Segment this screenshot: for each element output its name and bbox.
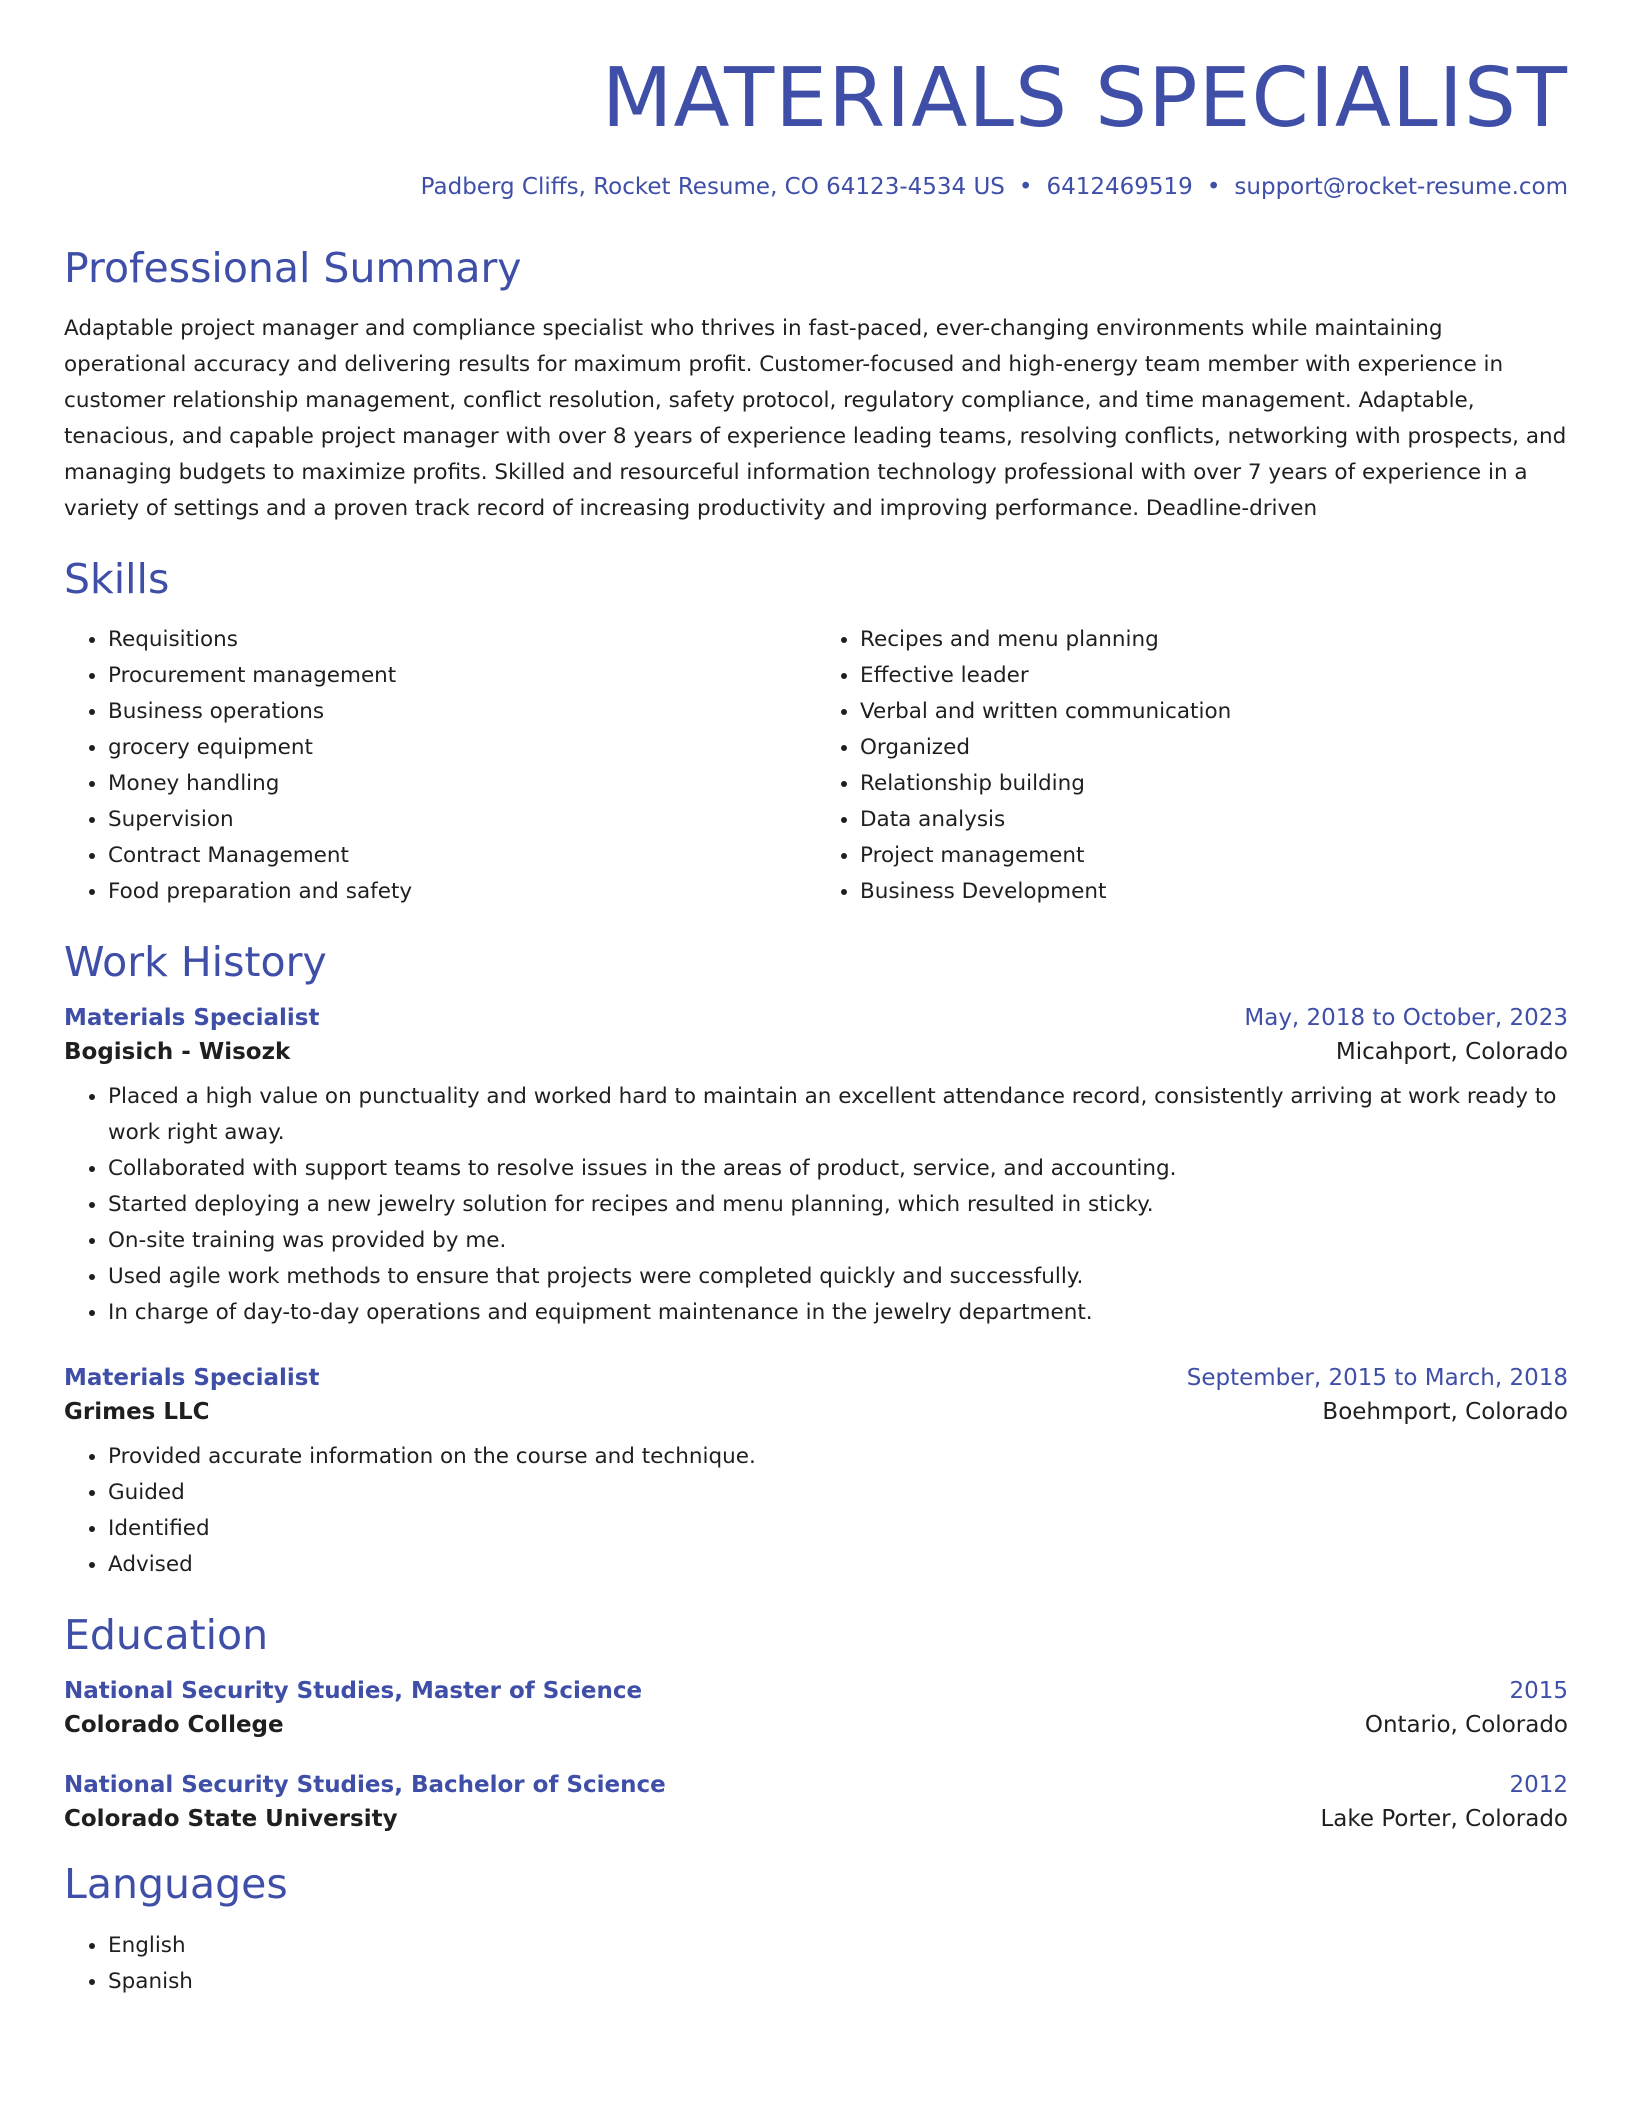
- job-bullets: [64, 1079, 1568, 1331]
- section-title-skills: Skills: [64, 554, 170, 603]
- job-bullet: • Guided: [108, 1475, 1568, 1511]
- education-subheader: [64, 1712, 1568, 1738]
- job-bullet: • Used agile work methods to ensure that projects were completed quickly and successfully.: [108, 1259, 1568, 1295]
- job-subheader: [64, 1399, 1568, 1425]
- job-entry: [64, 1365, 1568, 1583]
- skills-column-left: [64, 622, 816, 910]
- education-entry: [64, 1772, 1568, 1832]
- education-year: 2012: [1509, 1772, 1568, 1799]
- education-school: Colorado State University: [64, 1806, 398, 1833]
- job-bullet: • Placed a high value on punctuality and worked hard to maintain an excellent attendance record, consistently arriving at work ready to work right away.: [108, 1079, 1568, 1151]
- job-bullet: • On-site training was provided by me.: [108, 1223, 1568, 1259]
- job-title: Materials Specialist: [64, 1365, 320, 1392]
- job-bullet: • Identified: [108, 1511, 1568, 1547]
- contact-separator: •: [1018, 174, 1033, 200]
- contact-line: [64, 174, 1568, 202]
- job-bullets: [64, 1439, 1568, 1583]
- job-company: Grimes LLC: [64, 1399, 210, 1426]
- summary-text: Adaptable project manager and compliance specialist who thrives in fast-paced, ever-changing environments while maintaining operational accuracy and delivering results for maximum profit. Customer-focused and high-energy team member with experience in customer relationship management, conflict resolution, safety protocol, regulatory compliance, and time management. Adaptable, tenacious, and capable project manager with over 8 years of experience leading teams, resolving conflicts, networking with prospects, and managing budgets to maximize profits. Skilled and resourceful information technology professional with over 7 years of experience in a variety of settings and a proven track record of increasing productivity and improving performance. Deadline-driven: [64, 315, 1567, 521]
- contact-phone[interactable]: 6412469519: [1046, 174, 1193, 200]
- skill-item: • Relationship building: [860, 766, 1568, 802]
- language-item: • Spanish: [108, 1964, 1568, 2000]
- skill-item: • Project management: [860, 838, 1568, 874]
- skill-item: • Contract Management: [108, 838, 816, 874]
- skill-item: • Data analysis: [860, 802, 1568, 838]
- contact-email[interactable]: support@rocket-resume.com: [1234, 174, 1568, 200]
- job-bullet: • Started deploying a new jewelry solution for recipes and menu planning, which resulted in sticky.: [108, 1187, 1568, 1223]
- education-degree: National Security Studies, Bachelor of Science: [64, 1772, 666, 1799]
- skill-item: • Business operations: [108, 694, 816, 730]
- skill-item: • Recipes and menu planning: [860, 622, 1568, 658]
- skills-list: [64, 622, 1568, 910]
- education-entry: [64, 1678, 1568, 1738]
- job-header: [64, 1365, 1568, 1391]
- education-degree: National Security Studies, Master of Science: [64, 1678, 643, 1705]
- skill-item: • Food preparation and safety: [108, 874, 816, 910]
- skills-column-right: [816, 622, 1568, 910]
- job-location: Boehmport, Colorado: [1322, 1399, 1568, 1426]
- language-item: • English: [108, 1928, 1568, 1964]
- job-entry: [64, 1005, 1568, 1331]
- skill-item: • Money handling: [108, 766, 816, 802]
- job-bullet: • Collaborated with support teams to resolve issues in the areas of product, service, and accounting.: [108, 1151, 1568, 1187]
- skill-item: • grocery equipment: [108, 730, 816, 766]
- job-bullet: • Provided accurate information on the course and technique.: [108, 1439, 1568, 1475]
- section-title-languages: Languages: [64, 1860, 288, 1909]
- job-subheader: [64, 1039, 1568, 1065]
- section-title-work-history: Work History: [64, 937, 327, 986]
- skill-item: • Supervision: [108, 802, 816, 838]
- education-subheader: [64, 1806, 1568, 1832]
- job-dates: May, 2018 to October, 2023: [1244, 1005, 1568, 1032]
- resume-name: MATERIALS SPECIALIST: [601, 51, 1568, 146]
- contact-address: Padberg Cliffs, Rocket Resume, CO 64123-4534 US: [420, 174, 1005, 200]
- job-bullet: • In charge of day-to-day operations and equipment maintenance in the jewelry department.: [108, 1295, 1568, 1331]
- job-header: [64, 1005, 1568, 1031]
- education-header: [64, 1678, 1568, 1704]
- job-location: Micahport, Colorado: [1335, 1039, 1568, 1066]
- skill-item: • Business Development: [860, 874, 1568, 910]
- languages-list: [64, 1928, 1568, 2000]
- education-location: Lake Porter, Colorado: [1320, 1806, 1568, 1833]
- job-bullet: • Advised: [108, 1547, 1568, 1583]
- section-title-summary: Professional Summary: [64, 243, 522, 292]
- education-year: 2015: [1509, 1678, 1568, 1705]
- education-school: Colorado College: [64, 1712, 284, 1739]
- skill-item: • Organized: [860, 730, 1568, 766]
- skill-item: • Verbal and written communication: [860, 694, 1568, 730]
- section-title-education: Education: [64, 1611, 269, 1660]
- job-company: Bogisich - Wisozk: [64, 1039, 291, 1066]
- education-location: Ontario, Colorado: [1364, 1712, 1568, 1739]
- skill-item: • Requisitions: [108, 622, 816, 658]
- contact-separator: •: [1206, 174, 1221, 200]
- education-header: [64, 1772, 1568, 1798]
- skill-item: • Effective leader: [860, 658, 1568, 694]
- job-dates: September, 2015 to March, 2018: [1186, 1365, 1568, 1392]
- job-title: Materials Specialist: [64, 1005, 320, 1032]
- skill-item: • Procurement management: [108, 658, 816, 694]
